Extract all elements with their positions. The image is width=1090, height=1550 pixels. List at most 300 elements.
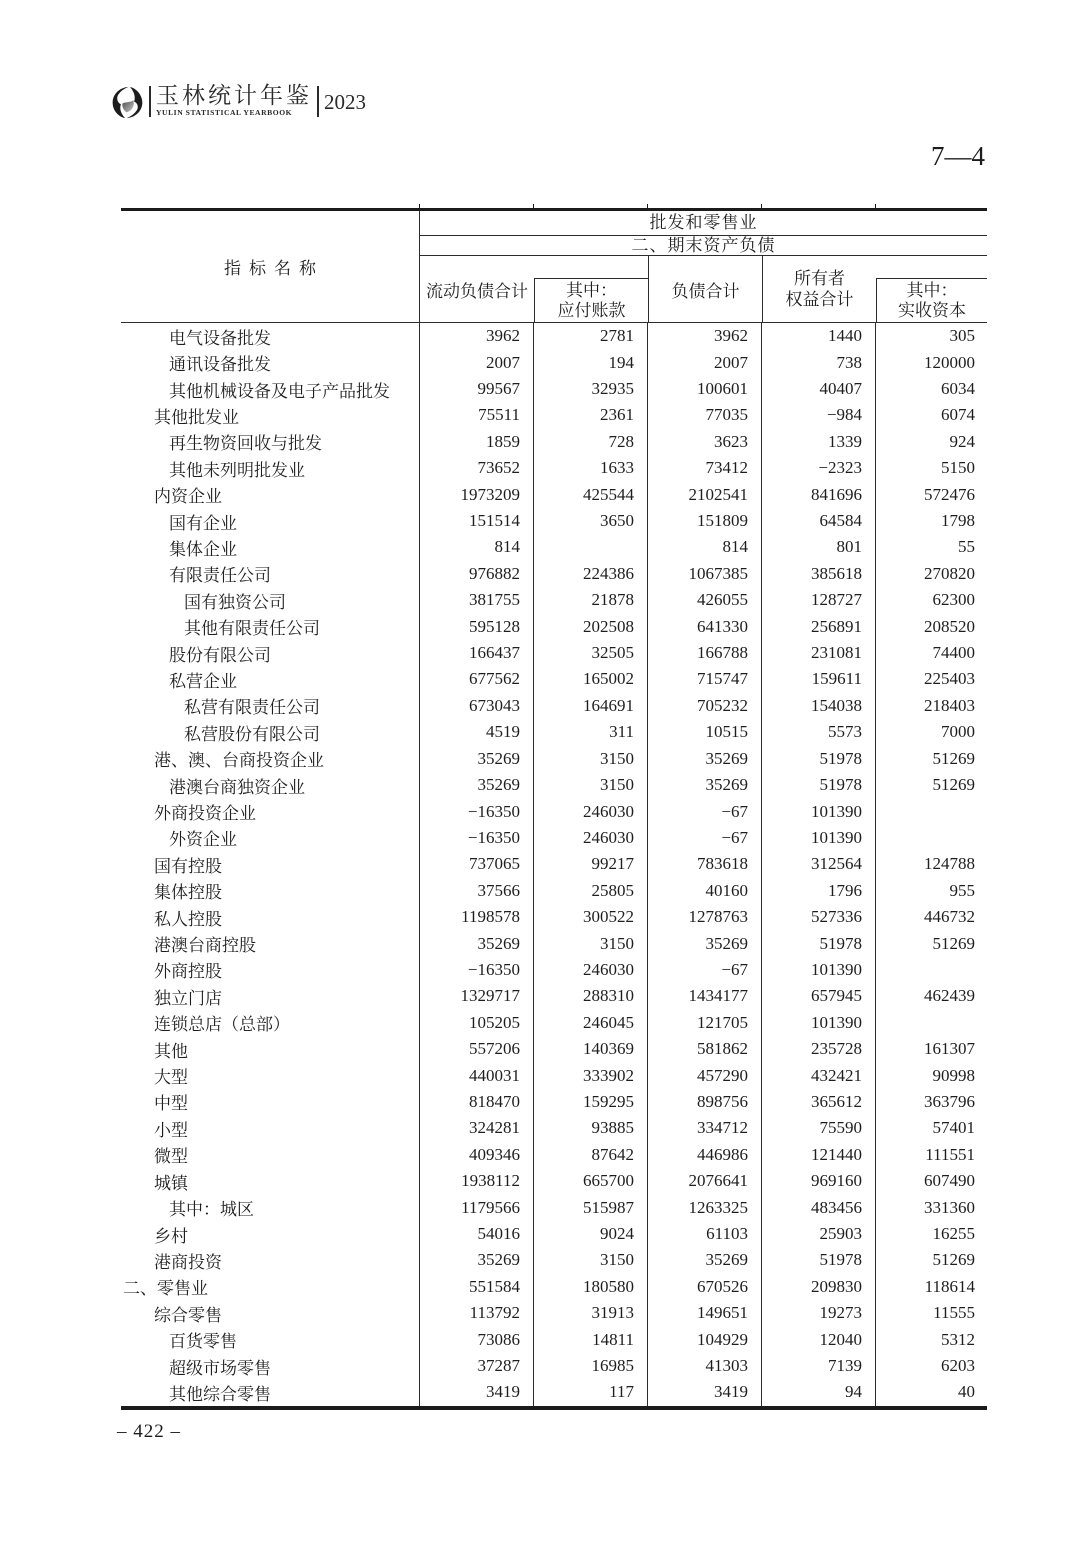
- cell-value: 35269: [420, 1247, 534, 1273]
- table-row: [121, 323, 987, 349]
- cell-value: 1263325: [648, 1194, 762, 1220]
- table-row: [121, 772, 987, 798]
- cell-value: 165002: [534, 666, 648, 692]
- brand-divider: [149, 86, 151, 117]
- cell-value: 104929: [648, 1326, 762, 1352]
- cell-value: 51978: [762, 746, 876, 772]
- cell-value: 16985: [534, 1353, 648, 1379]
- cell-value: 101390: [762, 798, 876, 824]
- cell-value: 74400: [932, 643, 975, 663]
- table-row: [121, 1089, 987, 1115]
- cell-value: [876, 1010, 987, 1036]
- row-label: 百货零售: [121, 1326, 420, 1352]
- cell-value: 35269: [420, 746, 534, 772]
- row-label: 城镇: [121, 1168, 420, 1194]
- cell-value: 256891: [762, 613, 876, 639]
- cell-value: 1973209: [420, 481, 534, 507]
- cell-value: 783618: [648, 851, 762, 877]
- table-row: [121, 1300, 987, 1326]
- cell-value: 1278763: [648, 904, 762, 930]
- cell-value: 3150: [534, 746, 648, 772]
- cell-value: 202508: [534, 613, 648, 639]
- cell-value: 1633: [534, 455, 648, 481]
- row-label: 外商投资企业: [121, 798, 420, 824]
- cell-value: 334712: [648, 1115, 762, 1141]
- row-label: 股份有限公司: [121, 640, 420, 666]
- cell-value: 99567: [420, 376, 534, 402]
- row-label: 外资企业: [121, 825, 420, 851]
- cell-value: 35269: [648, 1247, 762, 1273]
- cell-value: 818470: [420, 1089, 534, 1115]
- cell-value: 99217: [534, 851, 648, 877]
- cell-value: 670526: [648, 1274, 762, 1300]
- row-label: 通讯设备批发: [121, 349, 420, 375]
- cell-value: 572476: [924, 484, 975, 504]
- cell-value: 300522: [534, 904, 648, 930]
- cell-value: 11555: [933, 1303, 975, 1323]
- cell-value: 121705: [648, 1010, 762, 1036]
- table-row: [121, 613, 987, 639]
- cell-value: 149651: [648, 1300, 762, 1326]
- cell-value: −67: [648, 957, 762, 983]
- row-label: 再生物资回收与批发: [121, 429, 420, 455]
- cell-value: 665700: [534, 1168, 648, 1194]
- cell-value: 14811: [534, 1326, 648, 1352]
- cell-value: 21878: [534, 587, 648, 613]
- row-label: 其他未列明批发业: [121, 455, 420, 481]
- cell-value: 40: [958, 1382, 975, 1402]
- row-label: 国有控股: [121, 851, 420, 877]
- table-row: [121, 1379, 987, 1405]
- cell-value: 51978: [762, 930, 876, 956]
- cell-value: 270820: [924, 563, 975, 583]
- yearbook-logo-icon: [111, 86, 144, 119]
- cell-value: 208520: [924, 616, 975, 636]
- cell-value: 409346: [420, 1142, 534, 1168]
- col-header-owners-equity: 所有者 权益合计: [762, 256, 876, 322]
- cell-value: −16350: [420, 798, 534, 824]
- cell-value: 1434177: [648, 983, 762, 1009]
- row-label: 港澳台商控股: [121, 930, 420, 956]
- cell-value: 61103: [648, 1221, 762, 1247]
- column-tick: [647, 204, 648, 208]
- table-row: [121, 1142, 987, 1168]
- row-label: 港商投资: [121, 1247, 420, 1273]
- indicator-name-header: 指标名称: [121, 211, 420, 322]
- cell-value: 440031: [420, 1062, 534, 1088]
- row-label: 独立门店: [121, 983, 420, 1009]
- cell-value: 151809: [648, 508, 762, 534]
- cell-value: 235728: [762, 1036, 876, 1062]
- cell-value: 9024: [534, 1221, 648, 1247]
- cell-value: 3150: [534, 772, 648, 798]
- cell-value: 432421: [762, 1062, 876, 1088]
- row-label: 国有企业: [121, 508, 420, 534]
- table-row: [121, 1353, 987, 1379]
- table-row: [121, 640, 987, 666]
- table-row: [121, 1326, 987, 1352]
- brand-text: [156, 84, 312, 117]
- cell-value: 728: [534, 429, 648, 455]
- cell-value: 381755: [420, 587, 534, 613]
- table-row: [121, 1010, 987, 1036]
- cell-value: 607490: [924, 1171, 975, 1191]
- cell-value: 311: [534, 719, 648, 745]
- row-label: 港、澳、台商投资企业: [121, 746, 420, 772]
- cell-value: 2007: [648, 349, 762, 375]
- cell-value: 3623: [648, 429, 762, 455]
- cell-value: 551584: [420, 1274, 534, 1300]
- cell-value: 224386: [534, 561, 648, 587]
- cell-value: 40160: [648, 878, 762, 904]
- cell-value: 117: [534, 1379, 648, 1405]
- statistics-table: [121, 208, 987, 1410]
- cell-value: 814: [420, 534, 534, 560]
- cell-value: 363796: [924, 1091, 975, 1111]
- column-tick: [875, 204, 876, 208]
- cell-value: 462439: [924, 986, 975, 1006]
- cell-value: 1339: [762, 429, 876, 455]
- table-row: [121, 587, 987, 613]
- cell-value: 312564: [762, 851, 876, 877]
- cell-value: 62300: [932, 590, 975, 610]
- cell-value: 595128: [420, 613, 534, 639]
- cell-value: 1440: [762, 323, 876, 349]
- row-label: 小型: [121, 1115, 420, 1141]
- cell-value: 16255: [932, 1224, 975, 1244]
- cell-value: 246030: [534, 798, 648, 824]
- cell-value: −984: [762, 402, 876, 428]
- col-header-accounts-payable-box: 其中： 应付账款: [534, 278, 648, 322]
- cell-value: 101390: [762, 957, 876, 983]
- row-label: 电气设备批发: [121, 323, 420, 349]
- cell-value: 151514: [420, 508, 534, 534]
- cell-value: 246030: [534, 957, 648, 983]
- cell-value: −67: [648, 825, 762, 851]
- table-row: [121, 481, 987, 507]
- row-label: 其他机械设备及电子产品批发: [121, 376, 420, 402]
- cell-value: 161307: [924, 1039, 975, 1059]
- table-header: [121, 211, 987, 323]
- cell-value: 425544: [534, 481, 648, 507]
- cell-value: 94: [762, 1379, 876, 1405]
- cell-value: 225403: [924, 669, 975, 689]
- cell-value: 35269: [648, 772, 762, 798]
- row-label: 私人控股: [121, 904, 420, 930]
- cell-value: 73086: [420, 1326, 534, 1352]
- cell-value: 2361: [534, 402, 648, 428]
- cell-value: 1198578: [420, 904, 534, 930]
- cell-value: 166437: [420, 640, 534, 666]
- table-row: [121, 693, 987, 719]
- brand-title-cn: 玉林统计年鉴: [156, 83, 312, 108]
- table-number: 7—4: [931, 141, 985, 171]
- cell-value: 801: [762, 534, 876, 560]
- row-label: 超级市场零售: [121, 1353, 420, 1379]
- cell-value: 3419: [648, 1379, 762, 1405]
- brand-title-en: YULIN STATISTICAL YEARBOOK: [156, 108, 293, 117]
- cell-value: 924: [949, 431, 975, 451]
- cell-value: 641330: [648, 613, 762, 639]
- cell-value: 898756: [648, 1089, 762, 1115]
- table-row: [121, 825, 987, 851]
- cell-value: 159295: [534, 1089, 648, 1115]
- cell-value: 3150: [534, 930, 648, 956]
- cell-value: 41303: [648, 1353, 762, 1379]
- cell-value: −16350: [420, 825, 534, 851]
- cell-value: 73652: [420, 455, 534, 481]
- cell-value: 3962: [420, 323, 534, 349]
- row-label: 中型: [121, 1089, 420, 1115]
- cell-value: 7139: [762, 1353, 876, 1379]
- column-headers: [420, 256, 987, 322]
- row-label: 微型: [121, 1142, 420, 1168]
- cell-value: 12040: [762, 1326, 876, 1352]
- cell-value: 209830: [762, 1274, 876, 1300]
- cell-value: 3650: [534, 508, 648, 534]
- row-label: 内资企业: [121, 481, 420, 507]
- row-label: 私营有限责任公司: [121, 693, 420, 719]
- cell-value: 35269: [648, 930, 762, 956]
- table-row: [121, 455, 987, 481]
- table-header-right: [420, 211, 987, 322]
- table-row: [121, 402, 987, 428]
- cell-value: 218403: [924, 695, 975, 715]
- cell-value: [876, 957, 987, 983]
- table-row: [121, 508, 987, 534]
- cell-value: 5150: [941, 458, 975, 478]
- cell-value: 673043: [420, 693, 534, 719]
- cell-value: 51269: [932, 748, 975, 768]
- row-label: 乡村: [121, 1221, 420, 1247]
- cell-value: 51978: [762, 772, 876, 798]
- table-row: [121, 798, 987, 824]
- cell-value: 32935: [534, 376, 648, 402]
- table-row: [121, 1062, 987, 1088]
- cell-value: 5573: [762, 719, 876, 745]
- col-header-current-liabilities: 流动负债合计: [426, 281, 528, 301]
- column-tick: [419, 204, 420, 208]
- table-row: [121, 1036, 987, 1062]
- cell-value: 40407: [762, 376, 876, 402]
- cell-value: 121440: [762, 1142, 876, 1168]
- cell-value: 101390: [762, 1010, 876, 1036]
- cell-value: 54016: [420, 1221, 534, 1247]
- cell-value: 113792: [420, 1300, 534, 1326]
- cell-value: 140369: [534, 1036, 648, 1062]
- table-row: [121, 429, 987, 455]
- row-label: 国有独资公司: [121, 587, 420, 613]
- cell-value: −16350: [420, 957, 534, 983]
- cell-value: 457290: [648, 1062, 762, 1088]
- group-header: 批发和零售业: [420, 211, 987, 236]
- cell-value: 6203: [941, 1356, 975, 1376]
- cell-value: 194: [534, 349, 648, 375]
- table-row: [121, 983, 987, 1009]
- cell-value: 5312: [941, 1329, 975, 1349]
- brand-divider: [317, 86, 319, 117]
- cell-value: 557206: [420, 1036, 534, 1062]
- cell-value: −67: [648, 798, 762, 824]
- cell-value: 100601: [648, 376, 762, 402]
- cell-value: 483456: [762, 1194, 876, 1220]
- cell-value: 4519: [420, 719, 534, 745]
- cell-value: 51978: [762, 1247, 876, 1273]
- table-row: [121, 376, 987, 402]
- cell-value: 333902: [534, 1062, 648, 1088]
- cell-value: 446732: [924, 907, 975, 927]
- cell-value: 955: [949, 880, 975, 900]
- cell-value: 7000: [941, 722, 975, 742]
- col-header-paid-in-capital: [876, 256, 987, 322]
- cell-value: 128727: [762, 587, 876, 613]
- cell-value: 166788: [648, 640, 762, 666]
- cell-value: 527336: [762, 904, 876, 930]
- cell-value: 51269: [932, 775, 975, 795]
- cell-value: 6034: [941, 379, 975, 399]
- cell-value: 385618: [762, 561, 876, 587]
- cell-value: 246045: [534, 1010, 648, 1036]
- cell-value: 365612: [762, 1089, 876, 1115]
- cell-value: 10515: [648, 719, 762, 745]
- cell-value: 6074: [941, 405, 975, 425]
- cell-value: 1859: [420, 429, 534, 455]
- table-row: [121, 851, 987, 877]
- row-label: 其他综合零售: [121, 1379, 420, 1405]
- row-label: 大型: [121, 1062, 420, 1088]
- col-header-total-liabilities: 负债合计: [648, 256, 762, 322]
- cell-value: 515987: [534, 1194, 648, 1220]
- cell-value: 581862: [648, 1036, 762, 1062]
- cell-value: 426055: [648, 587, 762, 613]
- row-label: 其他有限责任公司: [121, 613, 420, 639]
- cell-value: 93885: [534, 1115, 648, 1141]
- cell-value: 35269: [420, 772, 534, 798]
- cell-value: 3150: [534, 1247, 648, 1273]
- table-body: [121, 323, 987, 1406]
- cell-value: 3419: [420, 1379, 534, 1405]
- cell-value: 1067385: [648, 561, 762, 587]
- cell-value: 2007: [420, 349, 534, 375]
- cell-value: 2781: [534, 323, 648, 349]
- cell-value: 120000: [924, 352, 975, 372]
- cell-value: 154038: [762, 693, 876, 719]
- cell-value: −2323: [762, 455, 876, 481]
- cell-value: 305: [949, 326, 975, 346]
- brand-year: 2023: [324, 90, 366, 114]
- row-label: 私营企业: [121, 666, 420, 692]
- cell-value: [876, 825, 987, 851]
- table-row: [121, 349, 987, 375]
- cell-value: 73412: [648, 455, 762, 481]
- cell-value: 705232: [648, 693, 762, 719]
- row-label: 港澳台商独资企业: [121, 772, 420, 798]
- table-row: [121, 746, 987, 772]
- table-row: [121, 930, 987, 956]
- column-tick: [533, 204, 534, 208]
- cell-value: 331360: [924, 1197, 975, 1217]
- row-label: 有限责任公司: [121, 561, 420, 587]
- table-row: [121, 1247, 987, 1273]
- cell-value: 55: [958, 537, 975, 557]
- row-label: 外商控股: [121, 957, 420, 983]
- cell-value: 75511: [420, 402, 534, 428]
- cell-value: 124788: [924, 854, 975, 874]
- row-label: 连锁总店（总部）: [121, 1010, 420, 1036]
- cell-value: [534, 534, 648, 560]
- cell-value: 159611: [762, 666, 876, 692]
- cell-value: 118614: [924, 1276, 975, 1296]
- table-row: [121, 904, 987, 930]
- cell-value: 841696: [762, 481, 876, 507]
- col-header-accounts-payable: [534, 256, 648, 322]
- cell-value: 19273: [762, 1300, 876, 1326]
- cell-value: 111551: [925, 1144, 975, 1164]
- cell-value: 90998: [932, 1065, 975, 1085]
- cell-value: 814: [648, 534, 762, 560]
- cell-value: 51269: [932, 933, 975, 953]
- cell-value: 64584: [762, 508, 876, 534]
- cell-value: 77035: [648, 402, 762, 428]
- cell-value: 677562: [420, 666, 534, 692]
- table-row: [121, 1274, 987, 1300]
- cell-value: 324281: [420, 1115, 534, 1141]
- cell-value: 57401: [932, 1118, 975, 1138]
- cell-value: 25903: [762, 1221, 876, 1247]
- cell-value: 969160: [762, 1168, 876, 1194]
- row-label: 二、零售业: [121, 1274, 420, 1300]
- table-row: [121, 1221, 987, 1247]
- row-label: 其他: [121, 1036, 420, 1062]
- cell-value: 715747: [648, 666, 762, 692]
- cell-value: 1798: [941, 511, 975, 531]
- cell-value: 37287: [420, 1353, 534, 1379]
- row-label: 其中：城区: [121, 1194, 420, 1220]
- column-tick: [761, 204, 762, 208]
- row-label: 集体控股: [121, 878, 420, 904]
- cell-value: 2102541: [648, 481, 762, 507]
- cell-value: 35269: [648, 746, 762, 772]
- cell-value: 31913: [534, 1300, 648, 1326]
- col-header-paid-in-capital-box: 其中： 实收资本: [876, 278, 987, 322]
- section-header: 二、期末资产负债: [420, 236, 987, 256]
- cell-value: 246030: [534, 825, 648, 851]
- cell-value: 976882: [420, 561, 534, 587]
- cell-value: 101390: [762, 825, 876, 851]
- table-row: [121, 666, 987, 692]
- cell-value: 32505: [534, 640, 648, 666]
- cell-value: 446986: [648, 1142, 762, 1168]
- table-row: [121, 1168, 987, 1194]
- row-label: 综合零售: [121, 1300, 420, 1326]
- cell-value: 231081: [762, 640, 876, 666]
- cell-value: 35269: [420, 930, 534, 956]
- cell-value: 3962: [648, 323, 762, 349]
- table-row: [121, 1115, 987, 1141]
- cell-value: 105205: [420, 1010, 534, 1036]
- cell-value: 25805: [534, 878, 648, 904]
- row-label: 其他批发业: [121, 402, 420, 428]
- table-row: [121, 957, 987, 983]
- cell-value: 180580: [534, 1274, 648, 1300]
- cell-value: 75590: [762, 1115, 876, 1141]
- cell-value: [876, 798, 987, 824]
- cell-value: 1796: [762, 878, 876, 904]
- cell-value: 1329717: [420, 983, 534, 1009]
- page-number: – 422 –: [117, 1421, 181, 1442]
- cell-value: 87642: [534, 1142, 648, 1168]
- cell-value: 164691: [534, 693, 648, 719]
